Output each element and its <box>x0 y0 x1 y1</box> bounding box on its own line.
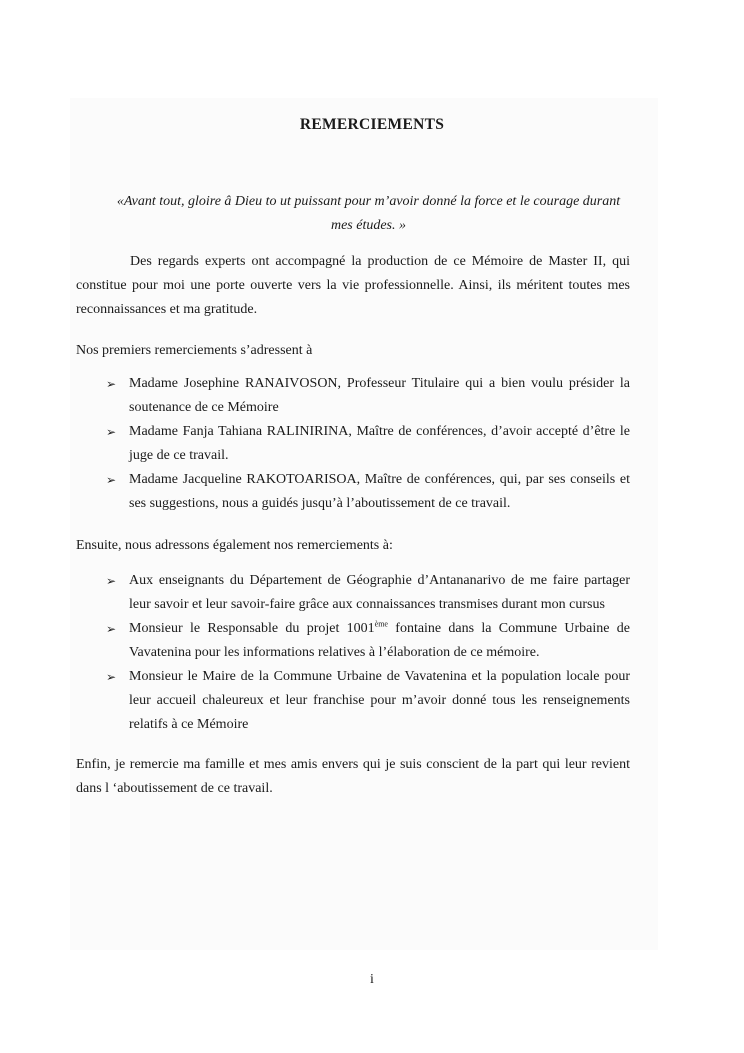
section1-list <box>76 372 630 516</box>
intro-paragraph: Des regards experts ont accompagné la production de ce Mémoire de Master II, qui constitue pour moi une porte ouverte vers la vie professionnelle. Ainsi, ils méritent toutes mes reconnaissances et ma gratitude. <box>76 254 630 317</box>
superscript-ordinal: ème <box>374 619 388 629</box>
section2-list <box>76 569 630 737</box>
list-item: ➢ Monsieur le Responsable du projet 1001ème fontaine dans la Commune Urbaine de Vavatenina pour les informations relatives à l’élaboration de ce mémoire. <box>76 617 630 665</box>
page-title: REMERCIEMENTS <box>299 116 445 133</box>
arrow-bullet-icon: ➢ <box>106 670 117 684</box>
list-item: ➢ Madame Josephine RANAIVOSON, Professeur Titulaire qui a bien voulu présider la soutenance de ce Mémoire <box>76 372 630 420</box>
list-item: ➢ Aux enseignants du Département de Géographie d’Antananarivo de me faire partager leur savoir et leur savoir-faire grâce aux connaissances transmises durant mon cursus <box>76 569 630 617</box>
quote-line-2: mes études. » <box>330 218 407 233</box>
arrow-bullet-icon: ➢ <box>106 473 117 487</box>
closing-paragraph: Enfin, je remercie ma famille et mes amis envers qui je suis conscient de la part qui leur revient dans l ‘aboutissement de ce travail. <box>76 757 630 796</box>
page-number: i <box>370 972 374 987</box>
section1-heading: Nos premiers remerciements s’adressent à <box>76 343 313 358</box>
arrow-bullet-icon: ➢ <box>106 574 117 588</box>
list-item: ➢ Madame Jacqueline RAKOTOARISOA, Maître de conférences, qui, par ses conseils et ses suggestions, nous a guidés jusqu’à l’aboutissement de ce travail. <box>76 468 630 516</box>
arrow-bullet-icon: ➢ <box>106 377 117 391</box>
list-item: ➢ Madame Fanja Tahiana RALINIRINA, Maître de conférences, d’avoir accepté d’être le juge de ce travail. <box>76 420 630 468</box>
arrow-bullet-icon: ➢ <box>106 622 117 636</box>
opening-quote <box>96 190 641 238</box>
arrow-bullet-icon: ➢ <box>106 425 117 439</box>
quote-line-1: «Avant tout, gloire â Dieu to ut puissant pour m’avoir donné la force et le courage durant <box>116 194 621 209</box>
list-item: ➢ Monsieur le Maire de la Commune Urbaine de Vavatenina et la population locale pour leur accueil chaleureux et leur franchise pour m’avoir donné tous les renseignements relatifs à ce Mémoire <box>76 665 630 737</box>
section2-heading: Ensuite, nous adressons également nos remerciements à: <box>76 538 393 553</box>
